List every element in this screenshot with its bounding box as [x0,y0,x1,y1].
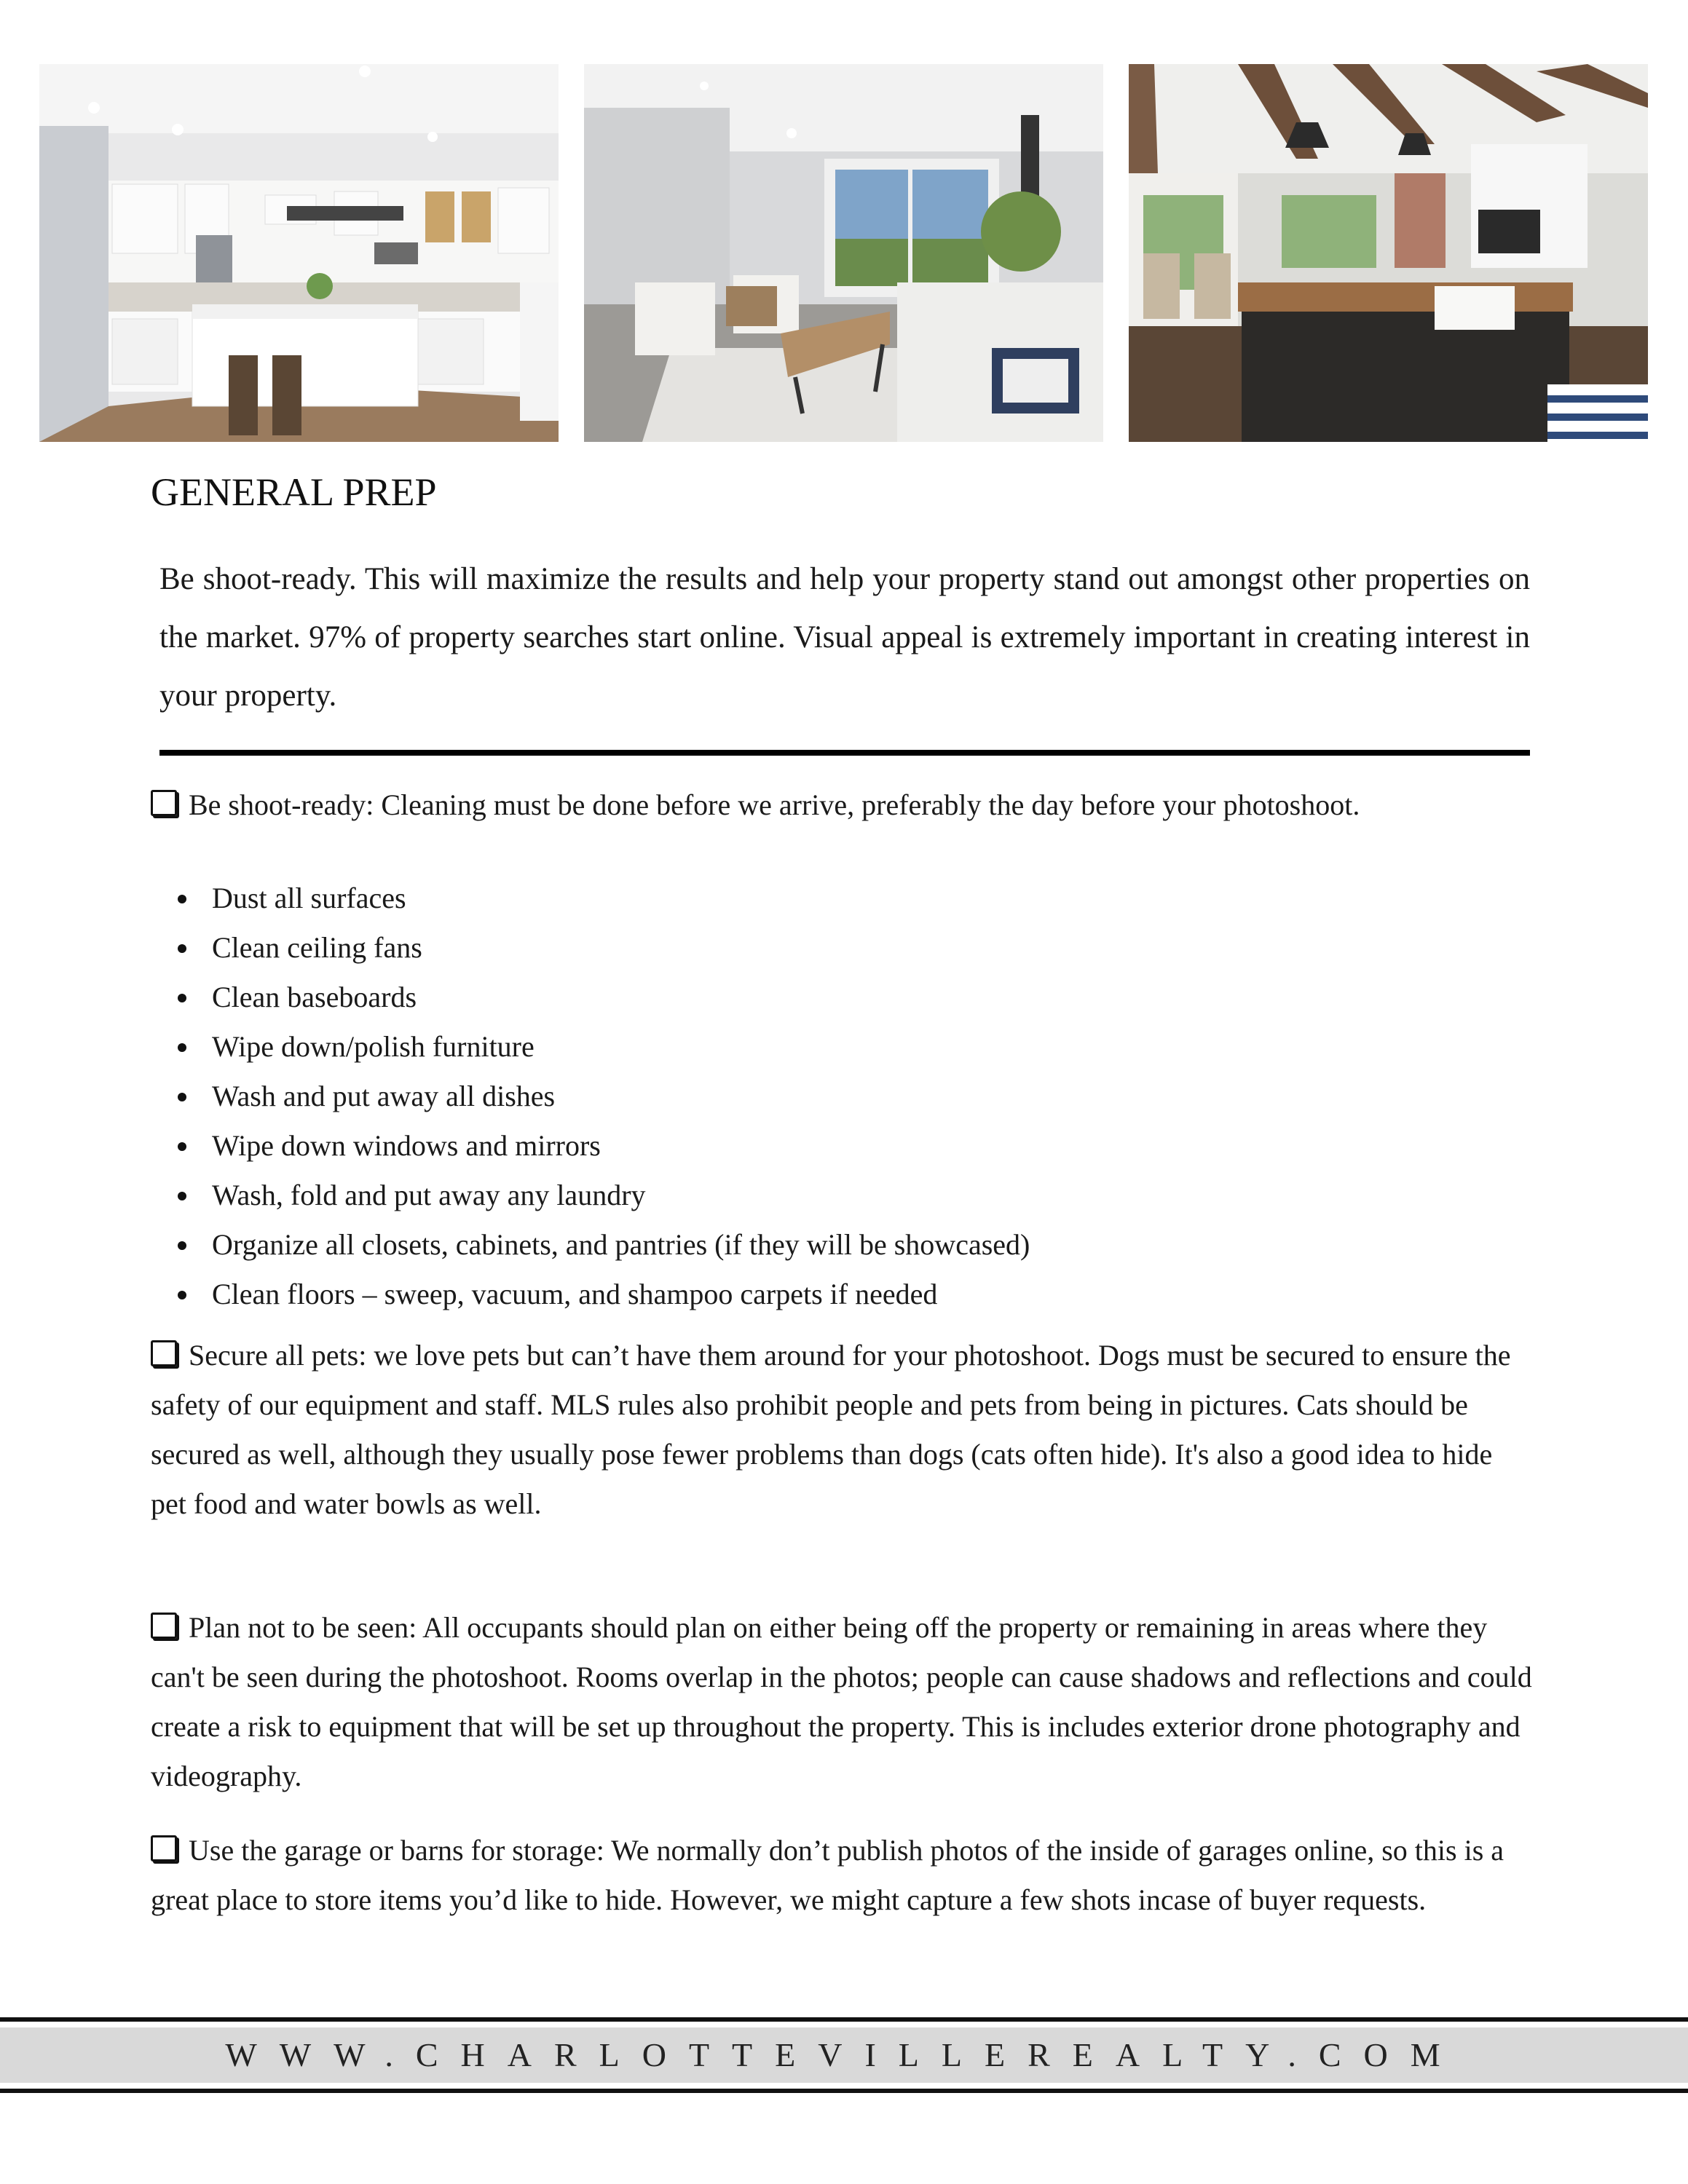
footer-url[interactable]: WWW.CHARLOTTEVILLEREALTY.COM [225,2036,1463,2073]
list-item: Clean baseboards [212,973,1030,1022]
cleaning-bullet-list [151,874,1030,1319]
list-item: Dust all surfaces [212,874,1030,923]
checkbox-icon[interactable] [151,1340,177,1366]
checklist-item-text: Plan not to be seen: All occupants should plan on either being off the property or remaining in areas where they can't be seen during the photoshoot. Rooms overlap in the photos; people can cause shadows and reflections and could create a risk to equipment that will be set up throughout the property. This is includes exterior drone photography and videography. [151,1611,1532,1792]
list-item: Clean ceiling fans [212,923,1030,973]
list-item: Wipe down/polish furniture [212,1022,1030,1072]
kitchen-photo [39,64,559,442]
list-item: Wash, fold and put away any laundry [212,1171,1030,1220]
checklist-item-shoot-ready [151,780,1534,830]
kitchen-island-photo [1129,64,1648,442]
checklist-item-pets [151,1331,1534,1529]
checklist-item-text: Be shoot-ready: Cleaning must be done before we arrive, preferably the day before your photoshoot. [189,788,1360,821]
footer-bottom-rule [0,2089,1688,2093]
checkbox-icon[interactable] [151,790,177,816]
checklist-item-text: Use the garage or barns for storage: We normally don’t publish photos of the inside of garages online, so this is a great place to store items you’d like to hide. However, we might capture a few shots incase of buyer requests. [151,1834,1504,1916]
list-item: Organize all closets, cabinets, and pantries (if they will be showcased) [212,1220,1030,1270]
checkbox-icon[interactable] [151,1613,177,1639]
list-item: Clean floors – sweep, vacuum, and shampoo carpets if needed [212,1270,1030,1319]
list-item: Wash and put away all dishes [212,1072,1030,1121]
intro-paragraph: Be shoot-ready. This will maximize the results and help your property stand out amongst other properties on the market. 97% of property searches start online. Visual appeal is extremely important in creating interest in your property. [159,562,1530,713]
checkbox-icon[interactable] [151,1835,177,1861]
living-room-photo [584,64,1103,442]
checklist-item-text: Secure all pets: we love pets but can’t have them around for your photoshoot. Dogs must be secured to ensure the safety of our equipment and staff. MLS rules also prohibit people and pets from being in pictures. Cats should be secured as well, although they usually pose fewer problems than dogs (cats often hide). It's also a good idea to hide pet food and water bowls as well. [151,1339,1511,1520]
footer-top-rule [0,2017,1688,2022]
divider-rule [159,750,1530,756]
section-title: GENERAL PREP [151,470,437,514]
checklist-item-garage [151,1826,1534,1925]
checklist-item-not-seen [151,1603,1534,1801]
list-item: Wipe down windows and mirrors [212,1121,1030,1171]
